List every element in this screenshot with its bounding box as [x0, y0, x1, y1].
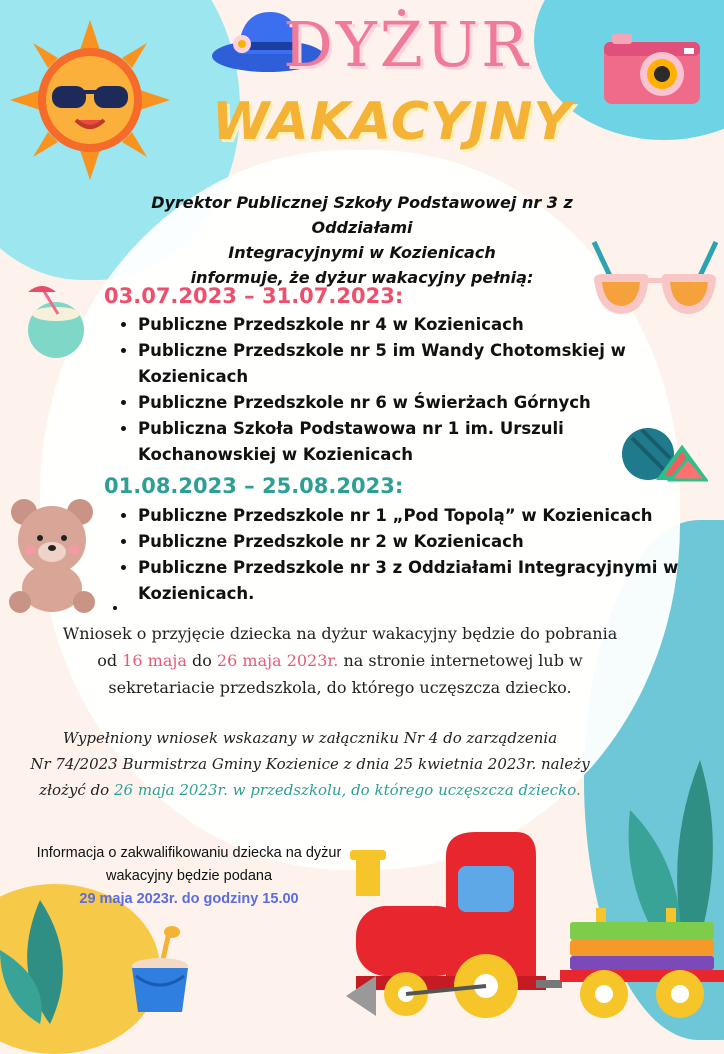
intro-line: Dyrektor Publicznej Szkoły Podstawowej nr 3 z Oddziałami — [151, 193, 573, 237]
list-item: • Publiczne Przedszkole nr 3 z Oddziałami Integracyjnymi w Kozienicach. — [138, 555, 698, 607]
toy-train-icon — [346, 826, 724, 1024]
paragraph-line — [40, 647, 640, 674]
page-title: DYŻUR — [283, 8, 531, 81]
bullet-dot — [113, 606, 117, 610]
sand-bucket-icon — [126, 924, 196, 1014]
paragraph-line — [20, 777, 600, 803]
date-highlight: 26 maja 2023r. — [216, 651, 339, 670]
institution-list — [104, 503, 698, 607]
paragraph-line: Wniosek o przyjęcie dziecka na dyżur wakacyjny będzie do pobrania — [62, 624, 618, 643]
list-item: • Publiczne Przedszkole nr 4 w Kozienicach — [138, 312, 658, 338]
list-item: • Publiczne Przedszkole nr 1 „Pod Topolą” w Kozienicach — [138, 503, 698, 529]
intro-line: informuje, że dyżur wakacyjny pełnią: — [190, 268, 534, 287]
list-item: • Publiczne Przedszkole nr 5 im Wandy Chotomskiej w Kozienicach — [138, 338, 658, 390]
period-date: 01.08.2023 – 25.08.2023: — [104, 474, 404, 498]
paragraph-line: Nr 74/2023 Burmistrza Gminy Kozienice z dnia 25 kwietnia 2023r. należy — [30, 755, 590, 773]
intro-line: Integracyjnymi w Kozienicach — [228, 243, 496, 262]
deadline-highlight: 26 maja 2023r. w przedszkolu, do którego uczęszcza dziecko. — [113, 781, 581, 799]
date-highlight: 16 maja — [122, 651, 187, 670]
camera-icon — [600, 28, 705, 108]
list-item: • Publiczna Szkoła Podstawowa nr 1 im. Urszuli Kochanowskiej w Kozienicach — [138, 416, 658, 468]
list-item: • Publiczne Przedszkole nr 6 w Świerżach Górnych — [138, 390, 658, 416]
paragraph-line: sekretariacie przedszkola, do którego uczęszcza dziecko. — [108, 678, 572, 697]
text: od — [97, 651, 123, 670]
text: na stronie internetowej lub w — [338, 651, 583, 670]
submission-paragraph — [20, 725, 600, 803]
info-date: 29 maja 2023r. do godziny 15.00 — [79, 891, 299, 907]
list-item: • Publiczne Przedszkole nr 2 w Kozienicach — [138, 529, 698, 555]
info-note — [14, 842, 364, 911]
page-subtitle: WAKACYJNY — [212, 92, 573, 152]
info-line: Informacja o zakwalifikowaniu dziecka na dyżur — [36, 845, 342, 861]
text: do — [186, 651, 217, 670]
leaves-icon — [0, 900, 120, 1024]
application-paragraph — [40, 620, 640, 701]
institution-list — [104, 312, 658, 468]
teddy-bear-icon — [6, 496, 98, 614]
info-line: wakacyjny będzie podana — [105, 868, 273, 884]
period-date: 03.07.2023 – 31.07.2023: — [104, 284, 404, 308]
sun-icon — [10, 20, 170, 180]
text: złożyć do — [39, 781, 114, 799]
paragraph-line: Wypełniony wniosek wskazany w załączniku Nr 4 do zarządzenia — [62, 729, 558, 747]
intro-text — [100, 190, 624, 290]
coconut-drink-icon — [16, 282, 91, 360]
